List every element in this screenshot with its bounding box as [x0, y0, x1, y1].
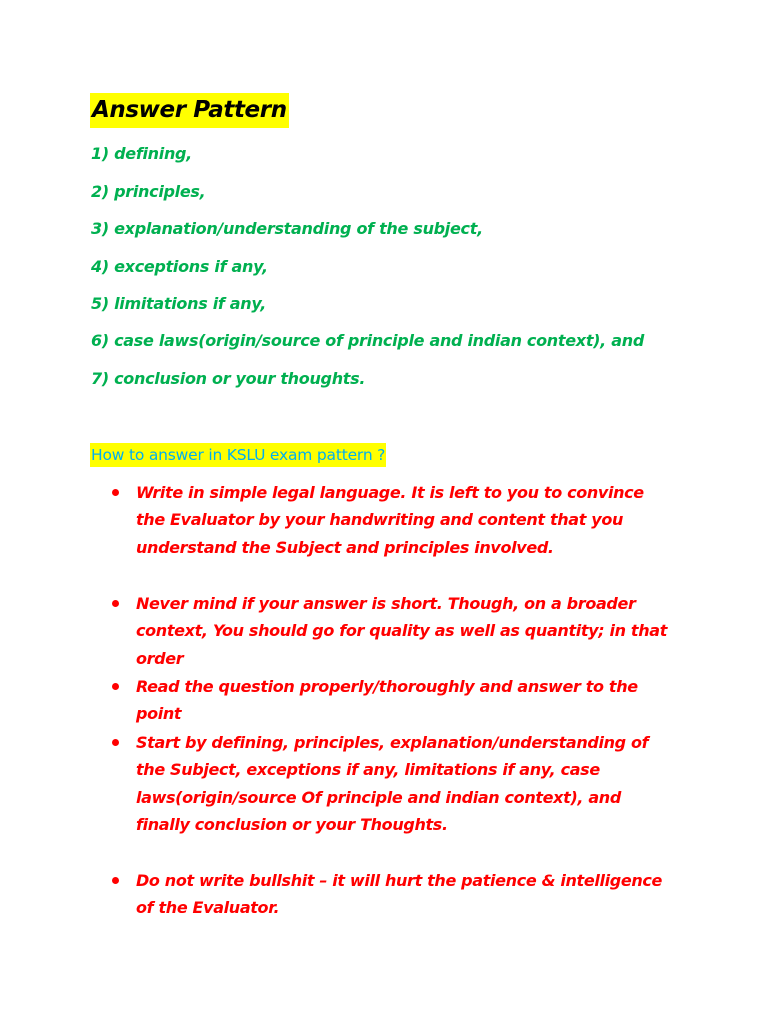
bullet-icon: [112, 739, 119, 746]
tip-text: Never mind if your answer is short. Though, on a broader context, You should go for quality as well as quantity; in that order: [136, 594, 667, 668]
bullet-icon: [112, 600, 119, 607]
answer-pattern-item: 3) explanation/understanding of the subject,: [91, 219, 483, 238]
answer-pattern-item: 4) exceptions if any,: [91, 256, 268, 276]
answer-pattern-item: 5) limitations if any,: [91, 294, 267, 313]
tip-text: Start by defining, principles, explanation/understanding of the Subject, exceptions if any, limitations if any, case laws(origin/source Of principle and indian context), and finally conclusion or your Thoughts.: [136, 733, 649, 834]
page-title: Answer Pattern: [90, 93, 289, 128]
answer-pattern-item: 7) conclusion or your thoughts.: [91, 369, 366, 388]
answer-pattern-item: 6) case laws(origin/source of principle and indian context), and: [91, 331, 644, 350]
tip-text: Read the question properly/thoroughly and answer to the point: [136, 677, 638, 724]
bullet-icon: [112, 489, 119, 496]
answer-pattern-item: 2) principles,: [91, 181, 206, 201]
tip-text: Do not write bullshit – it will hurt the patience & intelligence of the Evaluator.: [136, 871, 663, 918]
bullet-icon: [112, 683, 119, 690]
section-subheading: How to answer in KSLU exam pattern ?: [90, 443, 386, 467]
tip-text: Write in simple legal language. It is left to you to convince the Evaluator by your handwriting and content that you understand the Subject and principles involved.: [136, 483, 644, 557]
bullet-icon: [112, 877, 119, 884]
answer-pattern-item: 1) defining,: [91, 144, 192, 163]
